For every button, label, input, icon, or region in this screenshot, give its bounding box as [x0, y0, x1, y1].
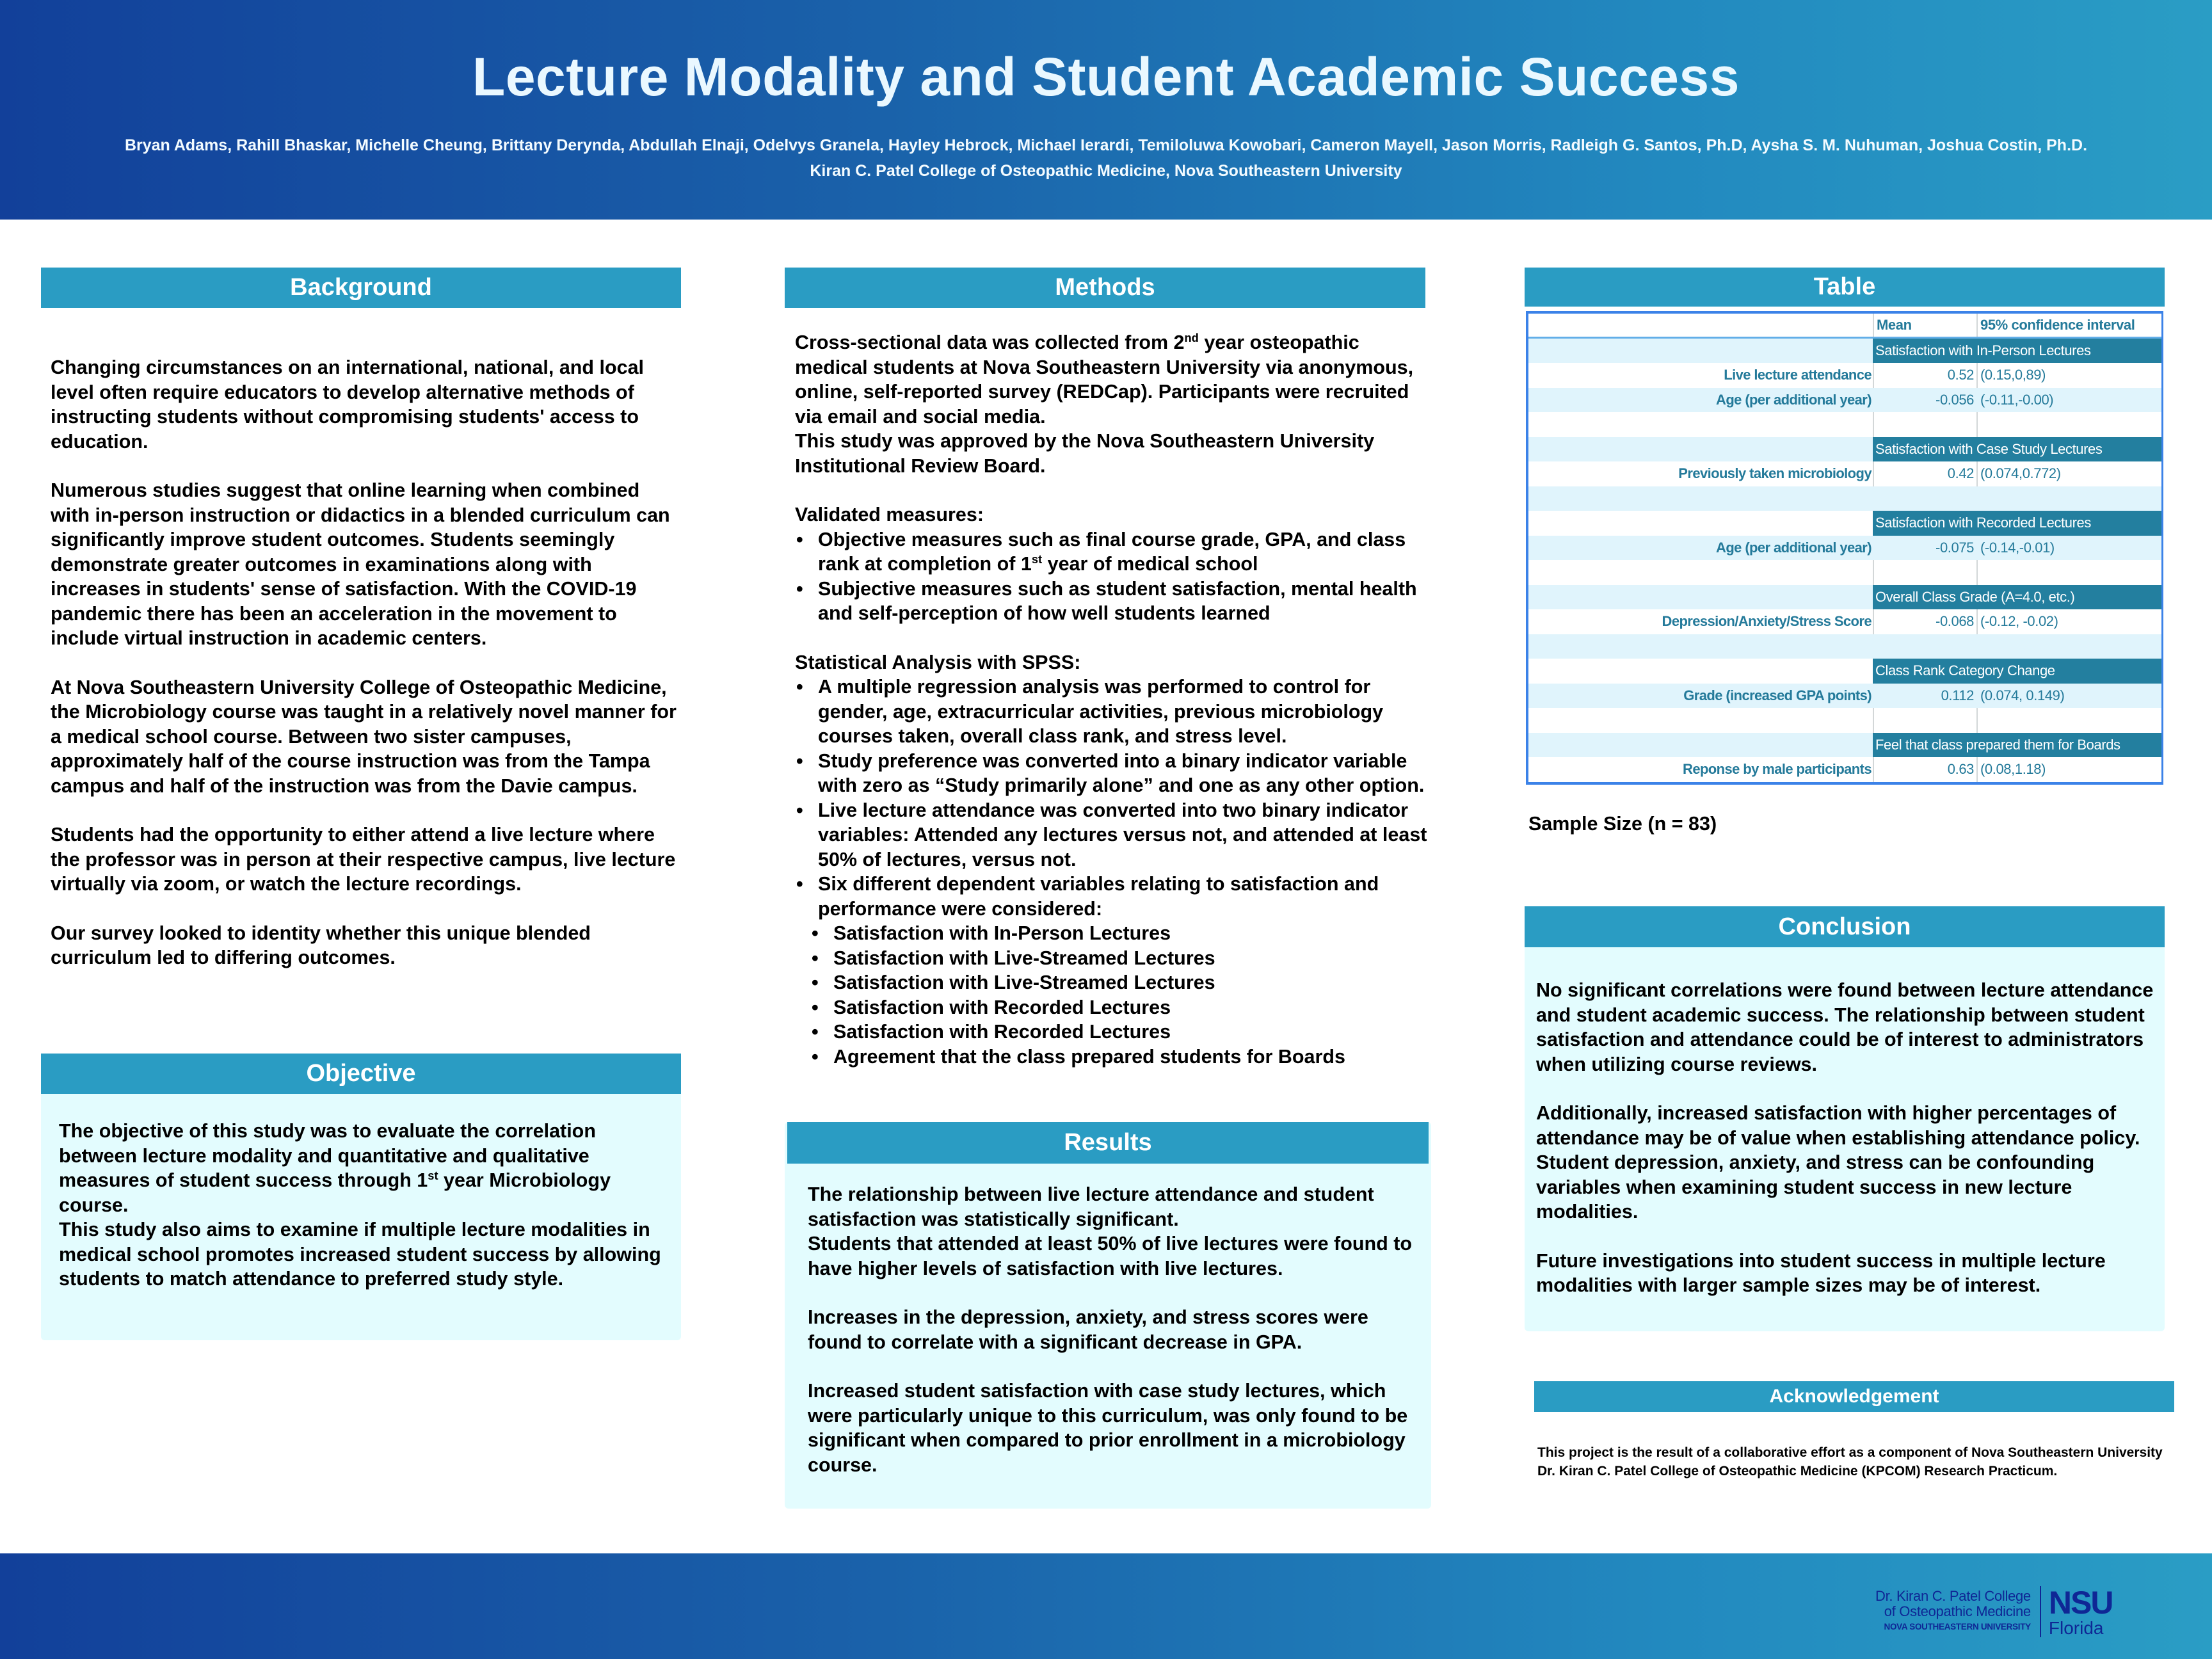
empty-cell [1528, 560, 1873, 585]
column-header-mean: Mean [1873, 314, 1976, 337]
objective-heading: Objective [41, 1054, 681, 1094]
ordinal-suffix: nd [1184, 330, 1199, 344]
ci-cell: (-0.11,-0.00) [1980, 391, 2054, 408]
nsu-wordmark: NSU [2048, 1585, 2113, 1621]
list-item: • Satisfaction with Live-Streamed Lectures [808, 970, 1429, 995]
list-item: • Agreement that the class prepared students for Boards [808, 1045, 1429, 1070]
list-item: • Satisfaction with Live-Streamed Lectures [808, 946, 1429, 971]
table-spacer-row [1528, 412, 2161, 437]
methods-text: Cross-sectional data was collected from 2 [795, 332, 1185, 353]
group-label: Class Rank Category Change [1873, 659, 2161, 684]
mean-cell: -0.075 [1936, 539, 1974, 556]
acknowledgement-text: This project is the result of a collaborative effort as a component of Nova Southeastern University Dr. Kiran C. Patel College of Osteopathic Medicine (KPCOM) Research Practicum. [1537, 1445, 2163, 1479]
background-paragraph: Students had the opportunity to either attend a live lecture where the professor was in person at their respective campus, live lecture virtually via zoom, or watch the lecture recordings. [51, 824, 676, 895]
ci-cell: (0.074, 0.149) [1980, 687, 2065, 703]
list-item: • Satisfaction with Recorded Lectures [808, 995, 1429, 1020]
conclusion-paragraph: Additionally, increased satisfaction with higher percentages of attendance may be of value when establishing attendance policy. Student depression, anxiety, and stress can be confounding variables when examining student success in new lecture modalities. [1536, 1102, 2140, 1222]
empty-cell [1528, 486, 1873, 511]
list-item [795, 527, 1429, 577]
empty-cell [1976, 708, 2161, 733]
objective-text: The objective of this study was to evaluate the correlation between lecture modality and quantitative and qualitative measures of student success through 1 [59, 1120, 596, 1191]
group-label: Satisfaction with In-Person Lectures [1873, 339, 2161, 364]
table-row [1528, 684, 2161, 709]
methods-intro [795, 330, 1429, 429]
column-header-ci: 95% confidence interval [1976, 314, 2161, 337]
variable-cell: Age (per additional year) [1716, 539, 1871, 556]
list-item: • Satisfaction with In-Person Lectures [808, 921, 1429, 946]
list-item: • Study preference was converted into a binary indicator variable with zero as “Study primarily alone” and one as any other option. [795, 749, 1429, 798]
table-row [1528, 609, 2161, 634]
group-label: Feel that class prepared them for Boards [1873, 733, 2161, 758]
ci-cell: (-0.12, -0.02) [1976, 609, 2161, 634]
list-item: • A multiple regression analysis was performed to control for gender, age, extracurricular activities, previous microbiology courses taken, overall class rank, and stress level. [795, 675, 1429, 749]
table-group-row [1528, 339, 2161, 364]
list-item: • Satisfaction with Recorded Lectures [808, 1020, 1429, 1045]
results-heading: Results [787, 1122, 1429, 1164]
empty-cell [1528, 733, 1873, 758]
variable-cell: Grade (increased GPA points) [1683, 687, 1871, 703]
dependent-variables-list [808, 921, 1429, 1069]
mean-cell: -0.056 [1936, 391, 1974, 408]
table-spacer-row [1528, 708, 2161, 733]
ci-cell: (0.08,1.18) [1976, 757, 2161, 782]
table-header-row [1528, 314, 2161, 339]
conclusion-paragraph: No significant correlations were found between lecture attendance and student academic success. The relationship between student satisfaction and attendance could be of interest to administrators when utilizing course reviews. [1536, 979, 2154, 1075]
table-group-row [1528, 659, 2161, 684]
author-list: Bryan Adams, Rahill Bhaskar, Michelle Cheung, Brittany Derynda, Abdullah Elnaji, Odelvys Granela, Hayley Hebrock, Michael Ierardi, Temiloluwa Kowobari, Cameron Mayell, Jason Morris, Radleigh G. Santos, Ph.D, Aysha S. M. Nuhuman, Joshua Costin, Ph.D. [124, 136, 2088, 154]
results-paragraph: The relationship between live lecture attendance and student satisfaction was statistically significant. [808, 1183, 1374, 1230]
objective-paragraph [59, 1119, 673, 1217]
column-header [1528, 314, 1873, 337]
poster-title: Lecture Modality and Student Academic Success [472, 47, 1740, 107]
empty-cell [1528, 659, 1873, 684]
background-paragraph: Numerous studies suggest that online learning when combined with in-person instruction or didactics in a blended curriculum can significantly improve student outcomes. Students seemingly demonstrate greater outcomes in examinations along with increases in students' sense of satisfaction. With the COVID-19 pandemic there has been an acceleration in the movement to include virtual instruction in academic centers. [51, 479, 670, 649]
ci-cell: (0.15,0,89) [1976, 363, 2161, 388]
stats-list [795, 675, 1429, 921]
empty-cell [1976, 560, 2161, 585]
empty-cell [1528, 437, 1873, 462]
results-paragraph: Increased student satisfaction with case study lectures, which were particularly unique to this curriculum, was only found to be significant when compared to prior enrollment in a microbiology course. [808, 1380, 1408, 1476]
mean-cell: 0.63 [1873, 757, 1976, 782]
conclusion-body [1536, 978, 2160, 1298]
list-item: • Six different dependent variables relating to satisfaction and performance were considered: [795, 872, 1429, 921]
group-label: Satisfaction with Case Study Lectures [1873, 437, 2161, 462]
results-paragraph: Increases in the depression, anxiety, and stress scores were found to correlate with a significant decrease in GPA. [808, 1306, 1368, 1353]
objective-paragraph: This study also aims to examine if multiple lecture modalities in medical school promotes increased student success by allowing students to match attendance to preferred study style. [59, 1219, 661, 1290]
background-paragraph: Changing circumstances on an international, national, and local level often require educators to develop alternative methods of instructing students without compromising students' access to education. [51, 357, 645, 453]
conclusion-heading: Conclusion [1525, 906, 2165, 947]
mean-cell: 0.52 [1873, 363, 1976, 388]
region-label: Florida [2048, 1618, 2104, 1638]
group-label: Overall Class Grade (A=4.0, etc.) [1873, 585, 2161, 610]
empty-cell [1528, 339, 1873, 364]
affiliation: Kiran C. Patel College of Osteopathic Medicine, Nova Southeastern University [810, 162, 1402, 180]
mean-cell: -0.068 [1873, 609, 1976, 634]
empty-cell [1873, 708, 1976, 733]
table-row [1528, 461, 2161, 486]
table-row [1528, 757, 2161, 782]
college-name [1875, 1589, 2040, 1635]
ordinal-suffix: st [428, 1168, 438, 1182]
variable-cell: Age (per additional year) [1716, 391, 1871, 408]
table-group-row [1528, 511, 2161, 536]
methods-body [795, 330, 1429, 1069]
table-row [1528, 388, 2161, 413]
empty-cell [1528, 585, 1873, 610]
table-spacer-row [1528, 486, 2161, 511]
table-spacer-row [1528, 560, 2161, 585]
empty-cell [1976, 412, 2161, 437]
results-paragraph: Students that attended at least 50% of live lectures were found to have higher levels of satisfaction with live lectures. [808, 1233, 1412, 1279]
table-spacer-row [1528, 634, 2161, 659]
empty-cell [1528, 634, 1873, 659]
objective-text: year Microbiology course. [59, 1169, 611, 1216]
stats-heading: Statistical Analysis with SPSS: [795, 651, 1081, 673]
ci-cell: (0.074,0.772) [1976, 461, 2161, 486]
empty-cell [1528, 708, 1873, 733]
list-item: • Live lecture attendance was converted into two binary indicator variables: Attended any lectures versus not, and attended at least 50% of lectures, versus not. [795, 798, 1429, 872]
ci-cell: (-0.14,-0.01) [1980, 539, 2055, 556]
table-row [1528, 536, 2161, 561]
nsu-mark [2041, 1586, 2113, 1637]
methods-irb: This study was approved by the Nova Southeastern University Institutional Review Board. [795, 430, 1375, 477]
background-paragraph: At Nova Southeastern University College of Osteopathic Medicine, the Microbiology course was taught in a relatively novel manner for a medical school course. Between two sister campuses, approximately half of the course instruction was from the Tampa campus and half of the instruction was from the Davie campus. [51, 676, 677, 797]
empty-cell [1873, 412, 1976, 437]
logo-line: Dr. Kiran C. Patel College [1875, 1588, 2031, 1604]
mean-cell: 0.112 [1941, 687, 1974, 703]
list-item-text: Objective measures such as final course grade, GPA, and class rank at completion of 1 [818, 528, 1406, 575]
methods-text: year osteopathic medical students at Nova Southeastern University via anonymous, online, self-reported survey (REDCap). Participants were recruited via email and social media. [795, 332, 1414, 428]
logo-line: NOVA SOUTHEASTERN UNIVERSITY [1884, 1622, 2031, 1631]
empty-cell [1528, 412, 1873, 437]
empty-cell [1873, 560, 1976, 585]
list-item: • Subjective measures such as student satisfaction, mental health and self-perception of how well students learned [795, 577, 1429, 626]
variable-cell: Depression/Anxiety/Stress Score [1662, 613, 1871, 630]
nsu-kpcom-logo [1875, 1581, 2112, 1642]
empty-cell [1528, 511, 1873, 536]
background-paragraph: Our survey looked to identity whether this unique blended curriculum led to differing outcomes. [51, 922, 591, 968]
background-heading: Background [41, 268, 681, 308]
results-body [808, 1182, 1422, 1477]
table-row [1528, 363, 2161, 388]
variable-cell: Reponse by male participants [1683, 761, 1871, 778]
mean-cell: 0.42 [1873, 461, 1976, 486]
validated-measures-heading: Validated measures: [795, 504, 984, 525]
methods-heading: Methods [785, 268, 1425, 308]
logo-line: of Osteopathic Medicine [1884, 1603, 2031, 1619]
poster-header [0, 0, 2212, 220]
table-heading: Table [1525, 268, 2165, 307]
variable-cell: Previously taken microbiology [1678, 465, 1871, 482]
table-group-row [1528, 437, 2161, 462]
group-label: Satisfaction with Recorded Lectures [1873, 511, 2161, 536]
conclusion-paragraph: Future investigations into student success in multiple lecture modalities with larger sample sizes may be of interest. [1536, 1249, 2106, 1296]
results-table [1526, 311, 2163, 785]
validated-measures-list [795, 527, 1429, 626]
objective-body [59, 1119, 673, 1292]
ordinal-suffix: st [1031, 552, 1043, 566]
acknowledgement-heading: Acknowledgement [1534, 1381, 2174, 1412]
list-item-text: year of medical school [1042, 553, 1258, 575]
background-body [51, 355, 681, 995]
table-group-row [1528, 733, 2161, 758]
variable-cell: Live lecture attendance [1724, 367, 1871, 383]
sample-size: Sample Size (n = 83) [1528, 813, 1717, 835]
table-group-row [1528, 585, 2161, 610]
